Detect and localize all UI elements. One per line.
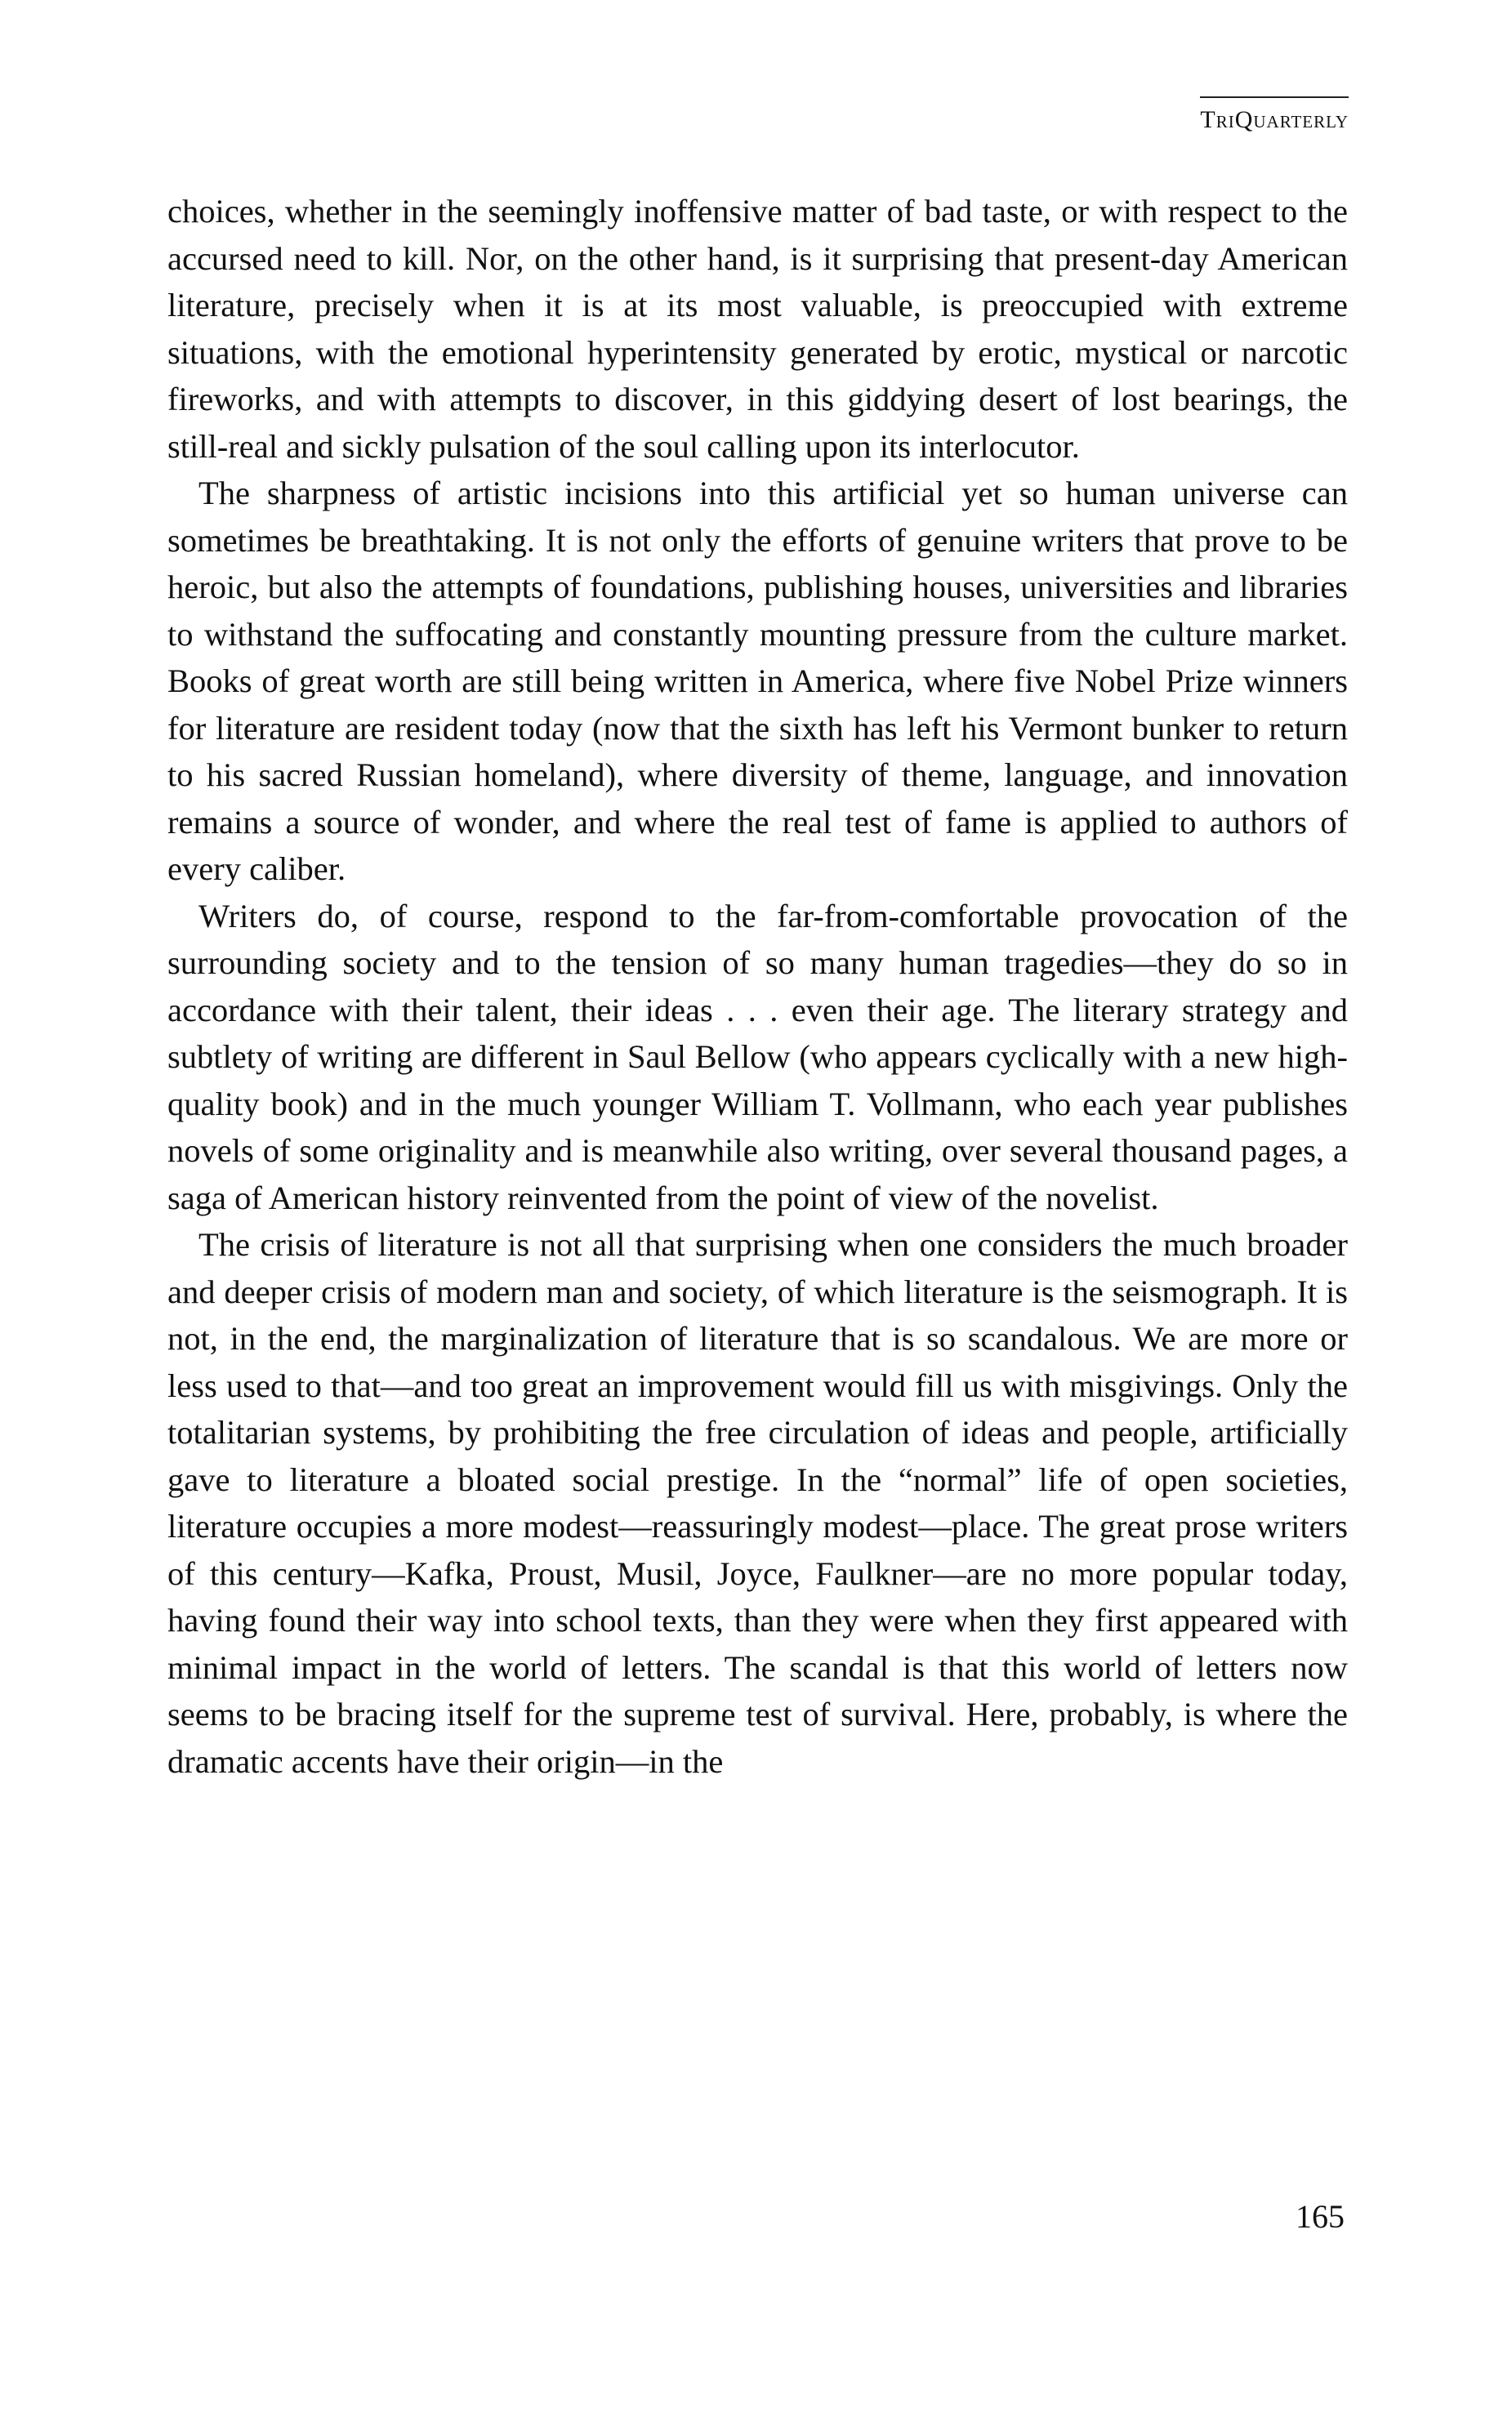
- running-head: TriQuarterly: [1200, 96, 1349, 134]
- page-number: 165: [1296, 2198, 1345, 2235]
- paragraph: Writers do, of course, respond to the far-from-comfortable provocation of the surrounding society and to the tension of so many human tragedies—they do so in accordance with their talent, their ideas . . . even their age. The literary strategy and subtlety of writing are different in Saul Bellow (who appears cyclically with a new high-quality book) and in the much younger William T. Vollmann, who each year publishes novels of some originality and is meanwhile also writing, over several thousand pages, a saga of American history reinvented from the point of view of the novelist.: [167, 897, 1348, 1216]
- paragraph: The crisis of literature is not all that surprising when one considers the much broader and deeper crisis of modern man and society, of which literature is the seismograph. It is not, in the end, the marginalization of literature that is so scandalous. We are more or less used to that—and too great an improvement would fill us with misgivings. Only the totalitarian systems, by prohibiting the free circulation of ideas and people, artificially gave to literature a bloated social prestige. In the “normal” life of open societies, literature occupies a more modest—reassuringly modest—place. The great prose writers of this century—Kafka, Proust, Musil, Joyce, Faulkner—are no more popular today, having found their way into school texts, than they were when they first appeared with minimal impact in the world of letters. The scandal is that this world of letters now seems to be bracing itself for the supreme test of survival. Here, probably, is where the dramatic accents have their origin—in the: [167, 1226, 1348, 1780]
- body-text: [167, 188, 1348, 1785]
- paragraph-continuation: choices, whether in the seemingly inoffensive matter of bad taste, or with respect to the accursed need to kill. Nor, on the other hand, is it surprising that present-day American literature, precisely when it is at its most valuable, is preoccupied with extreme situations, with the emotional hyperintensity generated by erotic, mystical or narcotic fireworks, and with attempts to discover, in this giddying desert of lost bearings, the still-real and sickly pulsation of the soul calling upon its interlocutor.: [167, 193, 1348, 465]
- paragraph: The sharpness of artistic incisions into this artificial yet so human universe can sometimes be breathtaking. It is not only the efforts of genuine writers that prove to be heroic, but also the attempts of foundations, publishing houses, universities and libraries to withstand the suffocating and constantly mounting pressure from the culture market. Books of great worth are still being written in America, where five Nobel Prize winners for literature are resident today (now that the sixth has left his Vermont bunker to return to his sacred Russian homeland), where diversity of theme, language, and innovation remains a source of wonder, and where the real test of fame is applied to authors of every caliber.: [167, 475, 1348, 887]
